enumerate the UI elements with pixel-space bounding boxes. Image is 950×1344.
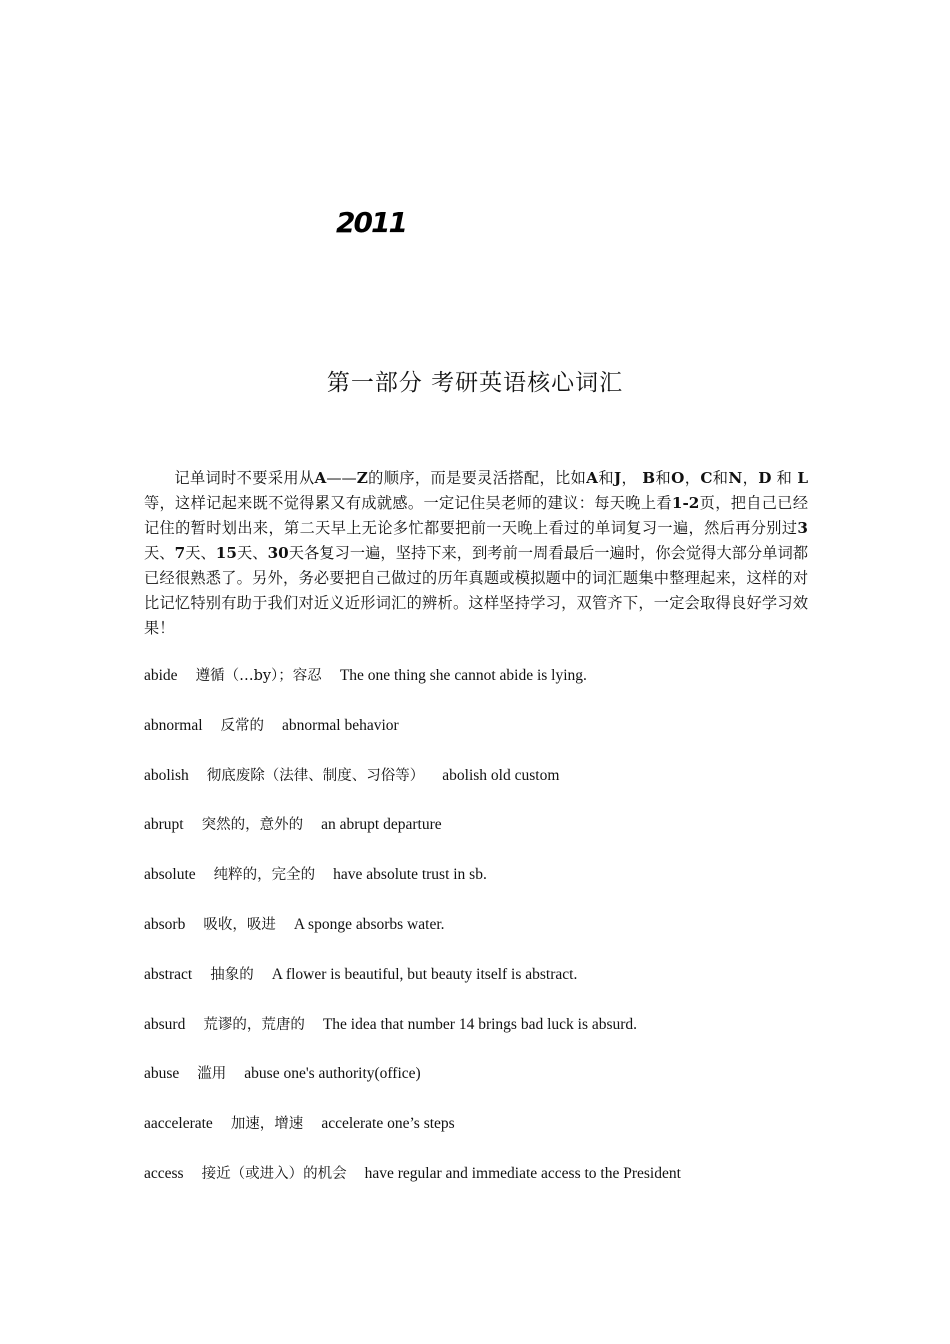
vocab-word: abstract	[144, 965, 193, 983]
vocab-example: abolish old custom	[442, 766, 560, 784]
vocab-meaning: 遵循（…by）；容忍	[195, 668, 322, 684]
vocab-entry	[144, 1013, 844, 1063]
vocab-meaning: 突然的，意外的	[201, 817, 304, 834]
vocab-meaning: 反常的	[220, 717, 265, 734]
intro-text: 和	[597, 469, 614, 487]
vocab-meaning: 彻底废除（法律、制度、习俗等）	[206, 767, 425, 784]
vocabulary-list	[144, 664, 844, 1212]
vocab-word: abnormal	[144, 716, 203, 734]
intro-text: 天、	[144, 544, 175, 562]
intro-bold-text: A	[314, 469, 327, 487]
vocab-meaning: 抽象的	[210, 966, 254, 983]
vocab-example: A flower is beautiful, but beauty itself is abstract.	[271, 965, 578, 983]
vocab-word: absolute	[144, 866, 196, 884]
intro-text: 天各复习一遍，坚持下来，到考前一周看最后一遍时，你会觉得大部分单词都已经很熟悉了。另外，务必要把自己做过的历年真题或模拟题中的词汇题集中整理起来，这样的对比记忆特别有助于我们对近义近形词汇的辨析。这样坚持学习，双管齐下，一定会取得良好学习效果！	[144, 544, 809, 637]
vocab-entry	[144, 714, 844, 764]
vocab-meaning: 纯粹的，完全的	[213, 867, 316, 884]
intro-bold-text: 3	[797, 519, 808, 537]
vocab-example: The one thing she cannot abide is lying.	[339, 667, 587, 684]
vocab-word: absurd	[144, 1015, 186, 1033]
intro-bold-text: 15	[215, 544, 237, 562]
vocab-entry	[144, 1062, 844, 1112]
intro-text: 和	[712, 469, 729, 487]
vocab-meaning: 加速，增速	[230, 1116, 304, 1133]
intro-text: 等，这样记起来既不觉得累又有成就感。一定记住吴老师的建议：每天晚上看	[144, 494, 672, 512]
vocab-entry	[144, 863, 844, 913]
vocab-word: abuse	[144, 1065, 180, 1083]
vocab-entry	[144, 1162, 844, 1212]
intro-text: ，	[684, 469, 701, 487]
intro-text: 的顺序，而是要灵活搭配，比如	[367, 469, 587, 487]
vocab-example: have absolute trust in sb.	[333, 866, 487, 884]
intro-bold-text: J	[613, 469, 622, 487]
vocab-example: accelerate one’s steps	[321, 1115, 455, 1133]
vocab-entry	[144, 664, 844, 714]
intro-bold-text: C	[700, 469, 713, 487]
intro-text: 页，把自己已经记住的暂时划出来，第二天早上无论多忙都要把前一天晚上看过的单词复习一遍，然后再分别过	[144, 494, 809, 537]
vocab-word: aaccelerate	[144, 1115, 213, 1133]
intro-text: 和	[655, 469, 672, 487]
vocab-meaning: 滥用	[197, 1066, 227, 1083]
intro-bold-text: Z	[356, 469, 368, 487]
vocab-example: A sponge absorbs water.	[293, 915, 445, 933]
vocab-word: abide	[144, 667, 178, 684]
vocab-example: The idea that number 14 brings bad luck is absurd.	[322, 1015, 638, 1033]
intro-bold-text: D	[758, 469, 772, 487]
vocab-meaning: 吸收，吸进	[203, 916, 276, 933]
vocab-word: absorb	[144, 915, 186, 933]
intro-text: 天、	[185, 544, 216, 562]
vocab-example: abnormal behavior	[282, 716, 399, 734]
intro-paragraph	[144, 466, 808, 641]
intro-bold-text: 30	[267, 544, 289, 562]
vocab-example: an abrupt departure	[321, 816, 442, 834]
intro-bold-text: 1-2	[671, 494, 700, 512]
part-title: 第一部分 考研英语核心词汇	[326, 370, 624, 396]
intro-bold-text: B	[642, 469, 656, 487]
vocab-meaning: 荒谬的，荒唐的	[203, 1016, 305, 1033]
vocab-entry	[144, 963, 844, 1013]
intro-text: ，	[742, 469, 759, 487]
intro-bold-text: N	[728, 469, 743, 487]
intro-text: 和	[771, 469, 798, 487]
intro-bold-text: A	[586, 469, 598, 487]
vocab-entry	[144, 813, 844, 863]
intro-text: 记单词时不要采用从	[174, 469, 315, 487]
intro-bold-text: O	[671, 469, 685, 487]
vocab-example: have regular and immediate access to the President	[364, 1164, 681, 1182]
vocab-entry	[144, 913, 844, 963]
vocab-example: abuse one's authority(office)	[244, 1065, 421, 1083]
intro-bold-text: 7	[174, 544, 186, 562]
vocab-meaning: 接近（或进入）的机会	[201, 1165, 347, 1182]
vocab-entry	[144, 764, 844, 814]
vocab-word: abolish	[144, 766, 189, 784]
intro-bold-text: L	[797, 469, 809, 487]
intro-text: ——	[326, 469, 357, 487]
vocab-word: access	[144, 1164, 184, 1182]
intro-text: 天、	[236, 544, 268, 562]
intro-text: ，	[621, 469, 643, 487]
vocab-word: abrupt	[144, 816, 184, 834]
vocab-entry	[144, 1112, 844, 1162]
year-heading: 2011	[336, 206, 406, 239]
